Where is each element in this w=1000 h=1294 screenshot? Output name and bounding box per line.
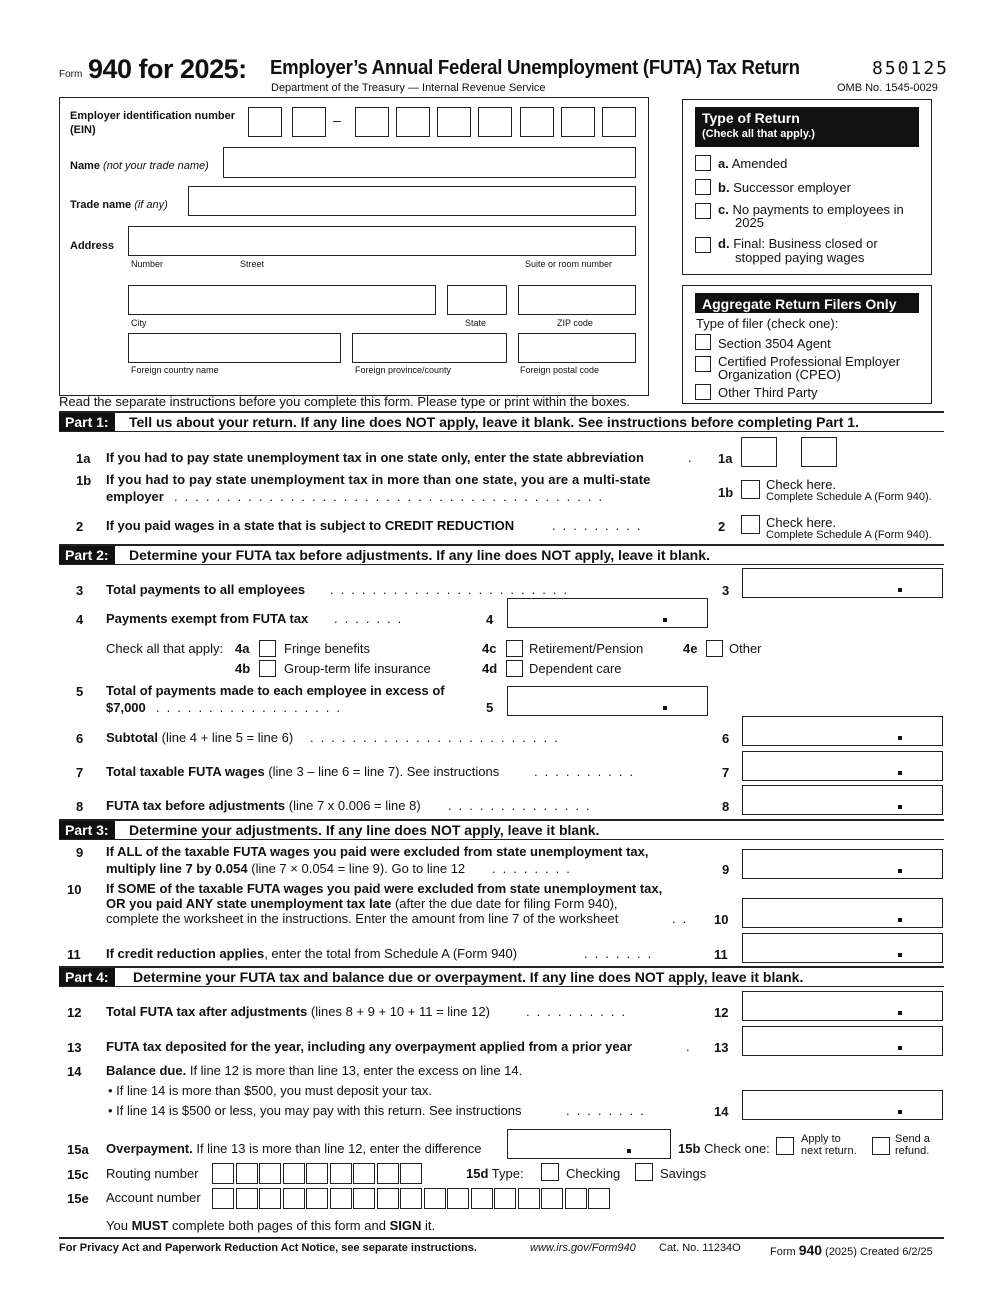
part3-tag: Part 3: [59, 821, 115, 839]
successor-letter: b. [718, 180, 730, 195]
part3-bottom-rule [59, 839, 944, 840]
account-digit-box-5[interactable] [306, 1188, 328, 1209]
line-10-amount[interactable] [742, 898, 943, 928]
account-digit-box-11[interactable] [447, 1188, 469, 1209]
account-digit-box-3[interactable] [259, 1188, 281, 1209]
irs-url[interactable]: www.irs.gov/Form940 [530, 1242, 636, 1254]
line-4d-label: 4d [482, 661, 498, 676]
group-term-life-label: Group-term life insurance [284, 661, 431, 676]
line-14-bold: Balance due. [106, 1063, 187, 1078]
line-7-amount[interactable] [742, 751, 943, 781]
apply-next-return-label-2: next return. [801, 1145, 857, 1157]
send-refund-checkbox[interactable] [872, 1137, 890, 1155]
main-title: Employer’s Annual Federal Unemployment (FUTA) Tax Return [270, 57, 800, 79]
line-4b-label: 4b [235, 661, 251, 676]
line-14-leader: ........ [566, 1103, 651, 1118]
line-10-text: If SOME of the taxable FUTA wages you paid were excluded from state unemployment tax, [106, 881, 663, 896]
line-2-box-number: 2 [718, 519, 726, 534]
state-abbrev-box-1[interactable] [741, 437, 777, 467]
line-8-bold: FUTA tax before adjustments [106, 798, 286, 813]
line-14-bullet-2: If line 14 is $500 or less, you may pay with this return. See instructions [116, 1103, 522, 1118]
line-9-bold: multiply line 7 by 0.054 [106, 861, 248, 876]
multi-state-check-here: Check here. [766, 477, 837, 492]
line-14-number: 14 [67, 1064, 82, 1079]
cpeo-checkbox[interactable] [695, 356, 711, 372]
account-digit-box-1[interactable] [212, 1188, 234, 1209]
line-9-text-2: (line 7 × 0.054 = line 9). Go to line 12 [251, 861, 466, 876]
line-9-box-number: 9 [722, 862, 730, 877]
filer-type-label: Type of filer (check one): [696, 316, 839, 331]
send-refund-label: Send a [895, 1133, 930, 1145]
line-4-text: Payments exempt from FUTA tax [106, 611, 309, 626]
aggregate-title: Aggregate Return Filers Only [702, 296, 897, 312]
no-payments-checkbox[interactable] [695, 203, 711, 219]
credit-reduction-schedule-a: Complete Schedule A (Form 940). [766, 529, 932, 541]
ein-digit-box-1[interactable] [248, 107, 282, 137]
account-digit-box-8[interactable] [377, 1188, 399, 1209]
foreign-postal-field[interactable] [518, 333, 636, 363]
street-label: Street [240, 259, 265, 269]
account-digit-box-17[interactable] [588, 1188, 610, 1209]
footer-rule [59, 1237, 944, 1239]
line-1a-number: 1a [76, 451, 91, 466]
line-15a-bold: Overpayment. [106, 1141, 193, 1156]
successor-label: Successor employer [733, 180, 851, 195]
fringe-benefits-checkbox[interactable] [259, 640, 276, 657]
part2-tag: Part 2: [59, 546, 115, 564]
part1-title: Tell us about your return. If any line does NOT apply, leave it blank. See instructions before completing Part 1. [129, 414, 859, 430]
no-payments-label: No payments to employees in [732, 202, 904, 217]
line-2-leader: ......... [552, 518, 648, 533]
part2-top-rule [59, 544, 944, 546]
department: Department of the Treasury — Internal Revenue Service [271, 82, 546, 94]
line-11-box-number: 11 [714, 947, 728, 962]
line-8-amount[interactable] [742, 785, 943, 815]
routing-digit-box-1[interactable] [212, 1163, 234, 1184]
line-15e-number: 15e [67, 1191, 89, 1206]
credit-reduction-checkbox[interactable] [741, 515, 760, 534]
line-12-amount[interactable] [742, 991, 943, 1021]
line-12-number: 12 [67, 1005, 82, 1020]
fringe-benefits-label: Fringe benefits [284, 641, 370, 656]
checking-label: Checking [566, 1166, 621, 1181]
line-11-text: , enter the total from Schedule A (Form 940) [264, 946, 518, 961]
part3-top-rule [59, 819, 944, 821]
line-14-amount[interactable] [742, 1090, 943, 1120]
line-1b-text-2: employer [106, 489, 164, 504]
account-digit-box-12[interactable] [471, 1188, 493, 1209]
line-4e-label: 4e [683, 641, 698, 656]
line-6-leader: ........................ [310, 730, 565, 745]
line-5-leader: .................. [156, 700, 348, 715]
final-label: Final: Business closed or [733, 236, 878, 251]
line-5-amount[interactable] [507, 686, 708, 716]
ein-digit-box-6[interactable] [478, 107, 512, 137]
part4-tag: Part 4: [59, 968, 115, 986]
foreign-province-label: Foreign province/county [355, 365, 452, 375]
form-code: 850125 [872, 58, 950, 79]
account-digit-box-6[interactable] [330, 1188, 352, 1209]
amended-label: Amended [731, 156, 788, 171]
footer-form-tail: (2025) Created 6/2/25 [825, 1246, 933, 1258]
line-1b-box-number: 1b [718, 485, 734, 500]
address-label: Address [70, 240, 115, 252]
multi-state-schedule-a: Complete Schedule A (Form 940). [766, 491, 932, 503]
ein-digit-box-9[interactable] [602, 107, 636, 137]
line-13-leader: . [686, 1039, 690, 1054]
line-12-bold: Total FUTA tax after adjustments [106, 1004, 308, 1019]
read-instructions-note: Read the separate instructions before you complete this form. Please type or print within the boxes. [59, 394, 630, 409]
account-digit-box-15[interactable] [541, 1188, 563, 1209]
line-13-number: 13 [67, 1040, 82, 1055]
line-7-text: (line 3 – line 6 = line 7). See instructions [268, 764, 500, 779]
part1-tag: Part 1: [59, 413, 115, 431]
footer-form-number: 940 [798, 1242, 823, 1258]
line-8-leader: .............. [448, 798, 597, 813]
foreign-postal-label: Foreign postal code [520, 365, 600, 375]
omb-number: OMB No. 1545-0029 [837, 82, 938, 94]
part4-top-rule [59, 966, 944, 968]
savings-checkbox[interactable] [635, 1163, 653, 1181]
city-label: City [131, 318, 147, 328]
line-1a-dot: . [688, 450, 692, 465]
number-label: Number [131, 259, 164, 269]
amended-letter: a. [718, 156, 729, 171]
line-7-box-number: 7 [722, 765, 730, 780]
line-3-number: 3 [76, 583, 84, 598]
amended-checkbox[interactable] [695, 155, 711, 171]
ein-digit-box-7[interactable] [520, 107, 554, 137]
dependent-care-label: Dependent care [529, 661, 622, 676]
account-digit-box-2[interactable] [236, 1188, 258, 1209]
account-digit-box-14[interactable] [518, 1188, 540, 1209]
ein-digit-box-3[interactable] [355, 107, 389, 137]
account-number-label: Account number [106, 1190, 201, 1205]
line-15a-number: 15a [67, 1142, 89, 1157]
line-13-amount[interactable] [742, 1026, 943, 1056]
line-6-bold: Subtotal [106, 730, 158, 745]
checking-checkbox[interactable] [541, 1163, 559, 1181]
part3-title: Determine your adjustments. If any line does NOT apply, leave it blank. [129, 822, 600, 838]
cpeo-label: Certified Professional Employer [718, 354, 901, 369]
line-10-bold: OR you paid ANY state unemployment tax late [106, 896, 392, 911]
line-9-number: 9 [76, 845, 84, 860]
catalog-number: Cat. No. 11234O [659, 1242, 741, 1254]
line-15a-amount[interactable] [507, 1129, 671, 1159]
name-hint: (not your trade name) [103, 160, 209, 172]
trade-name-field[interactable] [188, 186, 636, 216]
group-term-life-checkbox[interactable] [259, 660, 276, 677]
line-6-text: (line 4 + line 5 = line 6) [161, 730, 294, 745]
ein-label: Employer identification number [70, 110, 236, 122]
line-12-text: (lines 8 + 9 + 10 + 11 = line 12) [310, 1004, 490, 1019]
line-10-text-2: (after the due date for filing Form 940), [394, 896, 618, 911]
line-6-box-number: 6 [722, 731, 730, 746]
other-third-party-checkbox[interactable] [695, 384, 711, 400]
line-2-text: If you paid wages in a state that is subject to CREDIT REDUCTION [106, 518, 515, 533]
line-3-box-number: 3 [722, 583, 730, 598]
other-third-party-label: Other Third Party [718, 385, 818, 400]
suite-label: Suite or room number [525, 259, 613, 269]
retirement-pension-checkbox[interactable] [506, 640, 523, 657]
part1-bottom-rule [59, 431, 944, 432]
line-9-text: If ALL of the taxable FUTA wages you paid were excluded from state unemployment tax, [106, 844, 649, 859]
line-8-number: 8 [76, 799, 84, 814]
name-label: Name [70, 160, 100, 172]
savings-label: Savings [660, 1166, 707, 1181]
routing-digit-box-3[interactable] [259, 1163, 281, 1184]
zip-field[interactable] [518, 285, 636, 315]
apply-next-return-checkbox[interactable] [776, 1137, 794, 1155]
ein-sub-label: (EIN) [70, 124, 96, 136]
no-payments-letter: c. [718, 202, 729, 217]
part4-title: Determine your FUTA tax and balance due or overpayment. If any line does NOT apply, leave it blank. [133, 969, 804, 985]
retirement-pension-label: Retirement/Pension [529, 641, 644, 656]
line-7-bold: Total taxable FUTA wages [106, 764, 265, 779]
line-3-text: Total payments to all employees [106, 582, 306, 597]
state-label: State [465, 318, 487, 328]
line-3-leader: ....................... [330, 582, 575, 597]
line-9-amount[interactable] [742, 849, 943, 879]
line-11-number: 11 [67, 947, 81, 962]
foreign-country-field[interactable] [128, 333, 341, 363]
check-all-label: Check all that apply: [106, 641, 224, 656]
line-12-leader: .......... [526, 1004, 633, 1019]
routing-digit-box-7[interactable] [353, 1163, 375, 1184]
account-digit-box-10[interactable] [424, 1188, 446, 1209]
line-5-box-number: 5 [486, 700, 494, 715]
ein-digit-box-4[interactable] [396, 107, 430, 137]
account-digit-box-9[interactable] [400, 1188, 422, 1209]
ein-digit-box-2[interactable] [292, 107, 326, 137]
line-9-leader: ........ [492, 861, 577, 876]
state-field[interactable] [447, 285, 507, 315]
section-3504-checkbox[interactable] [695, 334, 711, 350]
section-3504-label: Section 3504 Agent [718, 336, 831, 351]
line-4c-label: 4c [482, 641, 497, 656]
name-field[interactable] [223, 147, 636, 178]
ein-digit-box-5[interactable] [437, 107, 471, 137]
line-4-number: 4 [76, 612, 84, 627]
line-15c-number: 15c [67, 1167, 89, 1182]
other-exempt-label: Other [729, 641, 762, 656]
type-of-return-title: Type of Return [702, 110, 800, 126]
line-13-box-number: 13 [714, 1040, 729, 1055]
routing-digit-box-4[interactable] [283, 1163, 305, 1184]
must-sign-note: You MUST complete both pages of this form and SIGN it. [106, 1218, 436, 1233]
line-1b-number: 1b [76, 473, 92, 488]
line-1a-text: If you had to pay state unemployment tax in one state only, enter the state abbreviation [106, 450, 644, 465]
ein-dash: – [333, 112, 341, 128]
dependent-care-checkbox[interactable] [506, 660, 523, 677]
line-15b-label: 15b [678, 1141, 701, 1156]
foreign-country-label: Foreign country name [131, 365, 219, 375]
line-4a-label: 4a [235, 641, 250, 656]
line-4-leader: ....... [334, 611, 409, 626]
zip-label: ZIP code [557, 318, 593, 328]
cpeo-label-2: Organization (CPEO) [718, 367, 841, 382]
city-field[interactable] [128, 285, 436, 315]
final-label-2: stopped paying wages [735, 250, 865, 265]
form-title: 940 for 2025: [88, 54, 247, 84]
line-3-amount[interactable] [742, 568, 943, 598]
send-refund-label-2: refund. [895, 1145, 930, 1157]
line-10-leader: .. [672, 911, 694, 926]
ein-digit-box-8[interactable] [561, 107, 595, 137]
final-letter: d. [718, 236, 730, 251]
final-return-checkbox[interactable] [695, 237, 711, 253]
line-1b-leader: ......................................... [174, 489, 610, 504]
part4-bottom-rule [59, 986, 944, 987]
line-12-box-number: 12 [714, 1005, 729, 1020]
credit-reduction-check-here: Check here. [766, 515, 837, 530]
line-7-number: 7 [76, 765, 84, 780]
state-abbrev-box-2[interactable] [801, 437, 837, 467]
line-4-amount[interactable] [507, 598, 708, 628]
line-15d-text: Type: [491, 1166, 524, 1181]
part2-title: Determine your FUTA tax before adjustments. If any line does NOT apply, leave it blank. [129, 547, 710, 563]
multi-state-checkbox[interactable] [741, 480, 760, 499]
routing-digit-box-2[interactable] [236, 1163, 258, 1184]
account-digit-box-7[interactable] [353, 1188, 375, 1209]
type-of-return-subtitle: (Check all that apply.) [702, 128, 815, 140]
line-11-bold: If credit reduction applies [106, 946, 265, 961]
line-10-number: 10 [67, 882, 82, 897]
line-14-box-number: 14 [714, 1104, 729, 1119]
address-street-field[interactable] [128, 226, 636, 256]
routing-digit-box-8[interactable] [377, 1163, 399, 1184]
line-1a-box-number: 1a [718, 451, 733, 466]
line-13-text: FUTA tax deposited for the year, including any overpayment applied from a prior year [106, 1039, 632, 1054]
line-10-box-number: 10 [714, 912, 729, 927]
line-11-amount[interactable] [742, 933, 943, 963]
line-10-text-3: complete the worksheet in the instructions. Enter the amount from line 7 of the worksheet [106, 911, 619, 926]
no-payments-year: 2025 [735, 215, 764, 230]
trade-name-label: Trade name [70, 199, 132, 211]
line-15b-text: Check one: [704, 1141, 770, 1156]
line-6-amount[interactable] [742, 716, 943, 746]
footer-form-word: Form [770, 1246, 796, 1258]
line-6-number: 6 [76, 731, 84, 746]
routing-digit-box-6[interactable] [330, 1163, 352, 1184]
routing-digit-box-5[interactable] [306, 1163, 328, 1184]
trade-name-hint: (if any) [134, 199, 168, 211]
form-label: Form [59, 69, 83, 80]
line-5-number: 5 [76, 684, 84, 699]
successor-employer-checkbox[interactable] [695, 179, 711, 195]
line-14-bullet-1: If line 14 is more than $500, you must deposit your tax. [116, 1083, 432, 1098]
account-digit-box-16[interactable] [565, 1188, 587, 1209]
line-14-text: If line 12 is more than line 13, enter the excess on line 14. [189, 1063, 523, 1078]
line-8-box-number: 8 [722, 799, 730, 814]
other-exempt-checkbox[interactable] [706, 640, 723, 657]
line-1b-text: If you had to pay state unemployment tax in more than one state, you are a multi-state [106, 472, 651, 487]
line-7-leader: .......... [534, 764, 641, 779]
account-digit-box-13[interactable] [494, 1188, 516, 1209]
routing-digit-box-9[interactable] [400, 1163, 422, 1184]
line-11-leader: ....... [584, 946, 659, 961]
line-15a-text: If line 13 is more than line 12, enter the difference [196, 1141, 482, 1156]
line-2-number: 2 [76, 519, 84, 534]
line-8-text: (line 7 x 0.006 = line 8) [288, 798, 421, 813]
part1-top-rule [59, 411, 944, 413]
apply-next-return-label: Apply to [801, 1133, 841, 1145]
line-4-box-number: 4 [486, 612, 494, 627]
routing-number-label: Routing number [106, 1166, 199, 1181]
line-5-text-2: $7,000 [106, 700, 146, 715]
line-15d-label: 15d [466, 1166, 489, 1181]
privacy-notice: For Privacy Act and Paperwork Reduction Act Notice, see separate instructions. [59, 1242, 477, 1254]
account-digit-box-4[interactable] [283, 1188, 305, 1209]
foreign-province-field[interactable] [352, 333, 507, 363]
line-5-text: Total of payments made to each employee in excess of [106, 683, 445, 698]
part2-bottom-rule [59, 564, 944, 565]
